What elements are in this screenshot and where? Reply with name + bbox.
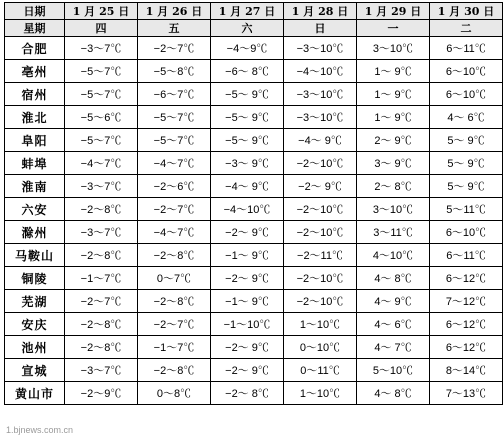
forecast-table	[4, 2, 503, 405]
city-name-cell: 安庆	[5, 313, 65, 336]
table-row	[5, 290, 503, 313]
temperature-cell: −1～ 9℃	[211, 290, 284, 313]
city-name-cell: 滁州	[5, 221, 65, 244]
weekday-header-label: 星期	[5, 20, 65, 37]
date-cell: 1 月 29 日	[357, 3, 430, 20]
city-name-cell: 淮南	[5, 175, 65, 198]
date-cell: 1 月 27 日	[211, 3, 284, 20]
temperature-cell: 3～ 9℃	[357, 152, 430, 175]
temperature-cell: −2～10℃	[284, 152, 357, 175]
temperature-cell: −4～ 9℃	[284, 129, 357, 152]
city-name-cell: 铜陵	[5, 267, 65, 290]
temperature-cell: −2～7℃	[138, 198, 211, 221]
temperature-cell: 5～ 9℃	[430, 175, 503, 198]
temperature-cell: −2～ 9℃	[211, 221, 284, 244]
temperature-cell: −2～8℃	[138, 244, 211, 267]
temperature-cell: 0～11℃	[284, 359, 357, 382]
temperature-cell: −1～7℃	[138, 336, 211, 359]
temperature-cell: 3～10℃	[357, 37, 430, 60]
table-row	[5, 336, 503, 359]
table-row	[5, 129, 503, 152]
date-cell: 1 月 28 日	[284, 3, 357, 20]
date-header-label: 日期	[5, 3, 65, 20]
temperature-cell: −5～7℃	[65, 129, 138, 152]
temperature-cell: 7～12℃	[430, 290, 503, 313]
temperature-cell: −4～10℃	[284, 60, 357, 83]
table-row	[5, 267, 503, 290]
temperature-cell: −3～ 9℃	[211, 152, 284, 175]
temperature-cell: 4～10℃	[357, 244, 430, 267]
temperature-cell: −3～7℃	[65, 221, 138, 244]
city-name-cell: 宿州	[5, 83, 65, 106]
temperature-cell: −2～7℃	[138, 37, 211, 60]
temperature-cell: −3～10℃	[284, 83, 357, 106]
temperature-cell: −2～10℃	[284, 290, 357, 313]
temperature-cell: 6～11℃	[430, 37, 503, 60]
temperature-cell: 6～10℃	[430, 83, 503, 106]
temperature-cell: −5～7℃	[65, 83, 138, 106]
temperature-cell: 6～12℃	[430, 313, 503, 336]
temperature-cell: −4～9℃	[211, 37, 284, 60]
city-name-cell: 六安	[5, 198, 65, 221]
city-name-cell: 阜阳	[5, 129, 65, 152]
temperature-cell: 7～13℃	[430, 382, 503, 405]
watermark-text: 1.bjnews.com.cn	[6, 425, 74, 435]
temperature-cell: −2～7℃	[65, 290, 138, 313]
temperature-cell: −2～10℃	[284, 267, 357, 290]
temperature-cell: −6～ 8℃	[211, 60, 284, 83]
temperature-cell: 0～7℃	[138, 267, 211, 290]
temperature-cell: −2～6℃	[138, 175, 211, 198]
temperature-cell: −2～8℃	[65, 198, 138, 221]
table-row	[5, 83, 503, 106]
temperature-cell: 4～ 9℃	[357, 290, 430, 313]
temperature-cell: 2～ 9℃	[357, 129, 430, 152]
temperature-cell: −3～10℃	[284, 106, 357, 129]
temperature-cell: 4～ 7℃	[357, 336, 430, 359]
temperature-cell: 0～10℃	[284, 336, 357, 359]
temperature-cell: −2～ 9℃	[211, 267, 284, 290]
table-row	[5, 313, 503, 336]
table-row	[5, 152, 503, 175]
temperature-cell: 1～10℃	[284, 382, 357, 405]
temperature-cell: −1～ 9℃	[211, 244, 284, 267]
temperature-cell: 0～8℃	[138, 382, 211, 405]
temperature-cell: −3～10℃	[284, 37, 357, 60]
temperature-cell: 8～14℃	[430, 359, 503, 382]
temperature-cell: −2～10℃	[284, 198, 357, 221]
table-row	[5, 106, 503, 129]
weekday-cell: 四	[65, 20, 138, 37]
temperature-cell: 6～10℃	[430, 60, 503, 83]
table-row	[5, 221, 503, 244]
temperature-cell: −2～8℃	[138, 290, 211, 313]
temperature-cell: 1～ 9℃	[357, 106, 430, 129]
weekday-cell: 六	[211, 20, 284, 37]
temperature-cell: 5～ 9℃	[430, 152, 503, 175]
temperature-cell: 4～ 8℃	[357, 382, 430, 405]
city-name-cell: 合肥	[5, 37, 65, 60]
city-name-cell: 宣城	[5, 359, 65, 382]
temperature-cell: 2～ 8℃	[357, 175, 430, 198]
city-name-cell: 黄山市	[5, 382, 65, 405]
city-name-cell: 池州	[5, 336, 65, 359]
weekday-cell: 日	[284, 20, 357, 37]
table-row	[5, 359, 503, 382]
city-name-cell: 蚌埠	[5, 152, 65, 175]
temperature-cell: −5～ 9℃	[211, 129, 284, 152]
temperature-cell: −5～7℃	[138, 106, 211, 129]
temperature-cell: −4～7℃	[138, 152, 211, 175]
temperature-cell: 1～ 9℃	[357, 60, 430, 83]
table-body	[5, 3, 503, 405]
date-header-row	[5, 3, 503, 20]
city-name-cell: 亳州	[5, 60, 65, 83]
weekday-cell: 二	[430, 20, 503, 37]
temperature-cell: −4～7℃	[138, 221, 211, 244]
temperature-cell: 1～10℃	[284, 313, 357, 336]
table-row	[5, 198, 503, 221]
temperature-cell: −5～8℃	[138, 60, 211, 83]
city-name-cell: 淮北	[5, 106, 65, 129]
temperature-cell: −1～10℃	[211, 313, 284, 336]
temperature-cell: −2～ 9℃	[211, 336, 284, 359]
temperature-cell: 6～12℃	[430, 336, 503, 359]
temperature-cell: −3～7℃	[65, 175, 138, 198]
temperature-cell: −5～7℃	[65, 60, 138, 83]
date-cell: 1 月 30 日	[430, 3, 503, 20]
temperature-cell: −5～7℃	[138, 129, 211, 152]
temperature-cell: −2～10℃	[284, 221, 357, 244]
city-name-cell: 芜湖	[5, 290, 65, 313]
temperature-cell: 3～11℃	[357, 221, 430, 244]
table-row	[5, 37, 503, 60]
temperature-cell: 5～11℃	[430, 198, 503, 221]
table-row	[5, 60, 503, 83]
temperature-cell: −1～7℃	[65, 267, 138, 290]
temperature-cell: 6～11℃	[430, 244, 503, 267]
temperature-cell: −2～8℃	[65, 313, 138, 336]
temperature-cell: −2～8℃	[65, 336, 138, 359]
weekday-cell: 五	[138, 20, 211, 37]
temperature-cell: −2～ 8℃	[211, 382, 284, 405]
temperature-cell: −2～8℃	[65, 244, 138, 267]
temperature-cell: −2～8℃	[138, 359, 211, 382]
temperature-cell: −4～ 9℃	[211, 175, 284, 198]
temperature-cell: 4～ 6℃	[430, 106, 503, 129]
temperature-cell: −3～7℃	[65, 359, 138, 382]
temperature-cell: 4～ 8℃	[357, 267, 430, 290]
date-cell: 1 月 25 日	[65, 3, 138, 20]
temperature-cell: −5～ 9℃	[211, 83, 284, 106]
temperature-cell: −2～ 9℃	[284, 175, 357, 198]
table-row	[5, 175, 503, 198]
city-name-cell: 马鞍山	[5, 244, 65, 267]
temperature-cell: −4～10℃	[211, 198, 284, 221]
temperature-cell: −5～6℃	[65, 106, 138, 129]
temperature-cell: −6～7℃	[138, 83, 211, 106]
temperature-cell: 3～10℃	[357, 198, 430, 221]
weekday-header-row	[5, 20, 503, 37]
temperature-cell: 1～ 9℃	[357, 83, 430, 106]
temperature-cell: 5～ 9℃	[430, 129, 503, 152]
temperature-cell: 4～ 6℃	[357, 313, 430, 336]
temperature-cell: −2～11℃	[284, 244, 357, 267]
weekday-cell: 一	[357, 20, 430, 37]
temperature-cell: 6～10℃	[430, 221, 503, 244]
date-cell: 1 月 26 日	[138, 3, 211, 20]
temperature-cell: −2～7℃	[138, 313, 211, 336]
temperature-cell: −3～7℃	[65, 37, 138, 60]
table-row	[5, 382, 503, 405]
temperature-cell: 5～10℃	[357, 359, 430, 382]
temperature-cell: −2～ 9℃	[211, 359, 284, 382]
temperature-cell: −5～ 9℃	[211, 106, 284, 129]
temperature-cell: −2～9℃	[65, 382, 138, 405]
table-row	[5, 244, 503, 267]
temperature-cell: 6～12℃	[430, 267, 503, 290]
temperature-cell: −4～7℃	[65, 152, 138, 175]
